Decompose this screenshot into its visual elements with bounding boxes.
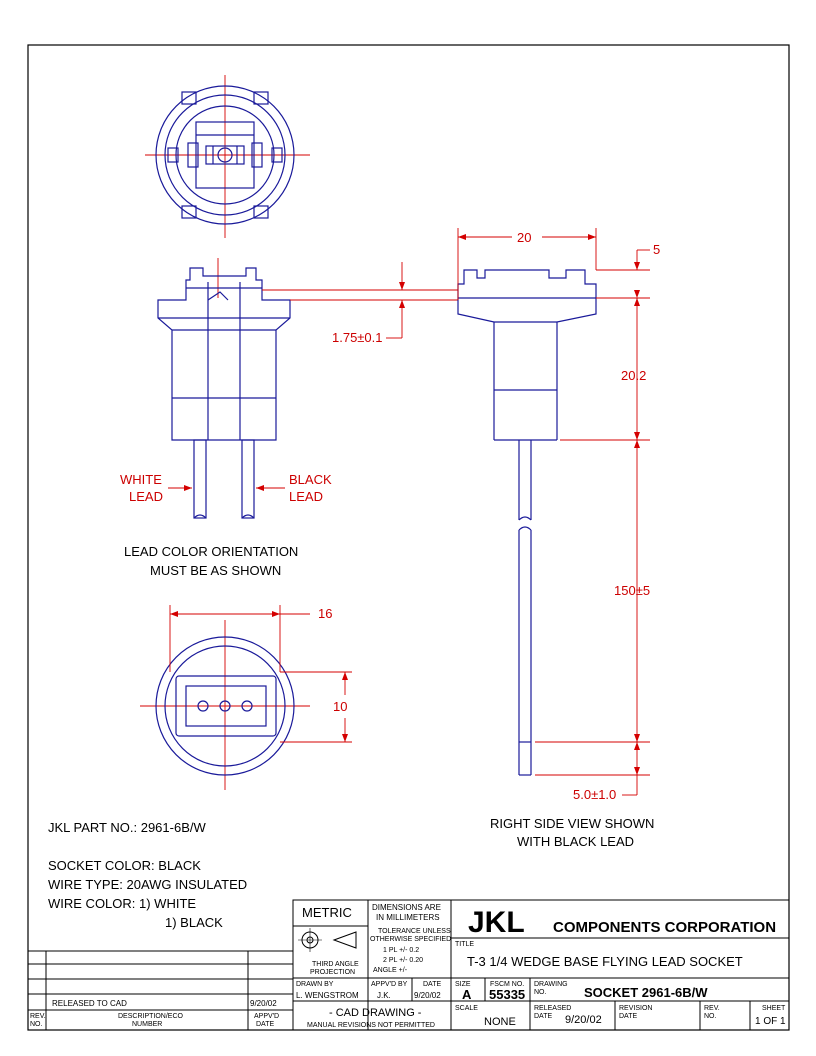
- svg-text:DATE: DATE: [423, 981, 442, 988]
- svg-text:SHEET: SHEET: [762, 1005, 786, 1012]
- white-lead-label: [120, 472, 192, 504]
- lead-orientation-note-2: MUST BE AS SHOWN: [150, 563, 282, 578]
- svg-text:DIMENSIONS ARE: DIMENSIONS ARE: [372, 903, 441, 912]
- svg-text:NUMBER: NUMBER: [132, 1021, 163, 1028]
- dim-10: [280, 672, 352, 742]
- svg-text:LEAD: LEAD: [289, 489, 323, 504]
- svg-text:DESCRIPTION/ECO: DESCRIPTION/ECO: [118, 1013, 183, 1020]
- svg-text:MANUAL REVISIONS NOT PERMITTED: MANUAL REVISIONS NOT PERMITTED: [307, 1022, 435, 1029]
- svg-text:IN MILLIMETERS: IN MILLIMETERS: [376, 913, 440, 922]
- svg-text:9/20/02: 9/20/02: [250, 999, 277, 1008]
- svg-text:NONE: NONE: [484, 1016, 516, 1028]
- svg-text:9/20/02: 9/20/02: [565, 1014, 602, 1026]
- projection-symbol-icon: [298, 928, 356, 952]
- svg-text:2 PL +/- 0.20: 2 PL +/- 0.20: [383, 957, 424, 964]
- svg-text:55335: 55335: [489, 987, 526, 1002]
- revision-block: [28, 951, 293, 1030]
- dim-16: [170, 605, 332, 672]
- title-block: [293, 900, 789, 1030]
- svg-text:150±5: 150±5: [614, 583, 651, 598]
- svg-text:SOCKET 2961-6B/W: SOCKET 2961-6B/W: [584, 985, 708, 1000]
- top-view: [145, 75, 310, 238]
- svg-text:1 PL +/- 0.2: 1 PL +/- 0.2: [383, 947, 420, 954]
- svg-text:SOCKET COLOR: BLACK: SOCKET COLOR: BLACK: [48, 858, 201, 873]
- svg-text:FSCM NO.: FSCM NO.: [490, 981, 525, 988]
- svg-text:METRIC: METRIC: [302, 905, 352, 920]
- svg-text:NO.: NO.: [534, 989, 547, 996]
- bottom-view: [140, 620, 310, 790]
- svg-text:5: 5: [653, 242, 661, 257]
- svg-text:NO.: NO.: [30, 1021, 43, 1028]
- svg-text:20.2: 20.2: [621, 368, 647, 383]
- svg-text:WIRE TYPE: 20AWG INSULATED: WIRE TYPE: 20AWG INSULATED: [48, 877, 248, 892]
- svg-text:DRAWING: DRAWING: [534, 981, 568, 988]
- front-view: [158, 258, 290, 518]
- svg-text:APPV'D: APPV'D: [254, 1013, 280, 1020]
- svg-text:REVISION: REVISION: [619, 1005, 653, 1012]
- svg-text:T-3 1/4 WEDGE BASE FLYING LEAD: T-3 1/4 WEDGE BASE FLYING LEAD SOCKET: [467, 954, 743, 969]
- lead-orientation-note-1: LEAD COLOR ORIENTATION: [124, 544, 299, 559]
- svg-text:WIRE COLOR: 1) WHITE: WIRE COLOR: 1) WHITE: [48, 896, 197, 911]
- svg-text:1 OF 1: 1 OF 1: [755, 1016, 786, 1027]
- side-view-note-1: RIGHT SIDE VIEW SHOWN: [490, 816, 655, 831]
- svg-text:BLACK: BLACK: [289, 472, 332, 487]
- svg-text:10: 10: [333, 699, 348, 714]
- svg-text:16: 16: [318, 606, 333, 621]
- svg-text:JKL PART NO.: 2961-6B/W: JKL PART NO.: 2961-6B/W: [48, 820, 206, 835]
- svg-text:DRAWN BY: DRAWN BY: [296, 981, 334, 988]
- svg-text:REV.: REV.: [704, 1005, 720, 1012]
- svg-text:1.75±0.1: 1.75±0.1: [332, 330, 383, 345]
- svg-text:SCALE: SCALE: [455, 1005, 478, 1012]
- svg-text:APPV'D BY: APPV'D BY: [371, 981, 408, 988]
- jkl-logo: JKL: [468, 906, 525, 939]
- svg-text:WHITE: WHITE: [120, 472, 162, 487]
- svg-text:COMPONENTS CORPORATION: COMPONENTS CORPORATION: [553, 919, 777, 936]
- svg-text:1) BLACK: 1) BLACK: [165, 915, 223, 930]
- svg-text:L. WENGSTROM: L. WENGSTROM: [296, 991, 359, 1000]
- svg-text:ANGLE +/-: ANGLE +/-: [373, 967, 408, 974]
- svg-text:PROJECTION: PROJECTION: [310, 969, 356, 976]
- svg-text:DATE: DATE: [256, 1021, 275, 1028]
- svg-text:A: A: [462, 987, 472, 1002]
- svg-text:LEAD: LEAD: [129, 489, 163, 504]
- dim-right: [535, 242, 660, 802]
- svg-text:RELEASED: RELEASED: [534, 1005, 572, 1012]
- dim-20: [458, 228, 596, 300]
- svg-text:SIZE: SIZE: [455, 981, 471, 988]
- svg-text:DATE: DATE: [534, 1013, 553, 1020]
- side-view-note-2: WITH BLACK LEAD: [517, 834, 635, 849]
- svg-text:RELEASED TO CAD: RELEASED TO CAD: [52, 999, 127, 1008]
- svg-text:NO.: NO.: [704, 1013, 717, 1020]
- side-view: [458, 270, 596, 775]
- svg-text:TITLE: TITLE: [455, 941, 475, 948]
- svg-text:THIRD ANGLE: THIRD ANGLE: [312, 961, 359, 968]
- svg-text:20: 20: [517, 230, 532, 245]
- svg-text:- CAD DRAWING -: - CAD DRAWING -: [329, 1007, 422, 1019]
- svg-text:REV.: REV.: [30, 1013, 46, 1020]
- svg-text:TOLERANCE UNLESS: TOLERANCE UNLESS: [378, 928, 451, 935]
- dim-1-75: [262, 262, 458, 345]
- black-lead-label: [256, 472, 332, 504]
- svg-text:9/20/02: 9/20/02: [414, 991, 441, 1000]
- svg-text:J.K.: J.K.: [377, 991, 391, 1000]
- svg-text:5.0±1.0: 5.0±1.0: [573, 787, 617, 802]
- svg-text:DATE: DATE: [619, 1013, 638, 1020]
- specs-block: [48, 820, 247, 930]
- svg-text:OTHERWISE SPECIFIED: OTHERWISE SPECIFIED: [370, 936, 452, 943]
